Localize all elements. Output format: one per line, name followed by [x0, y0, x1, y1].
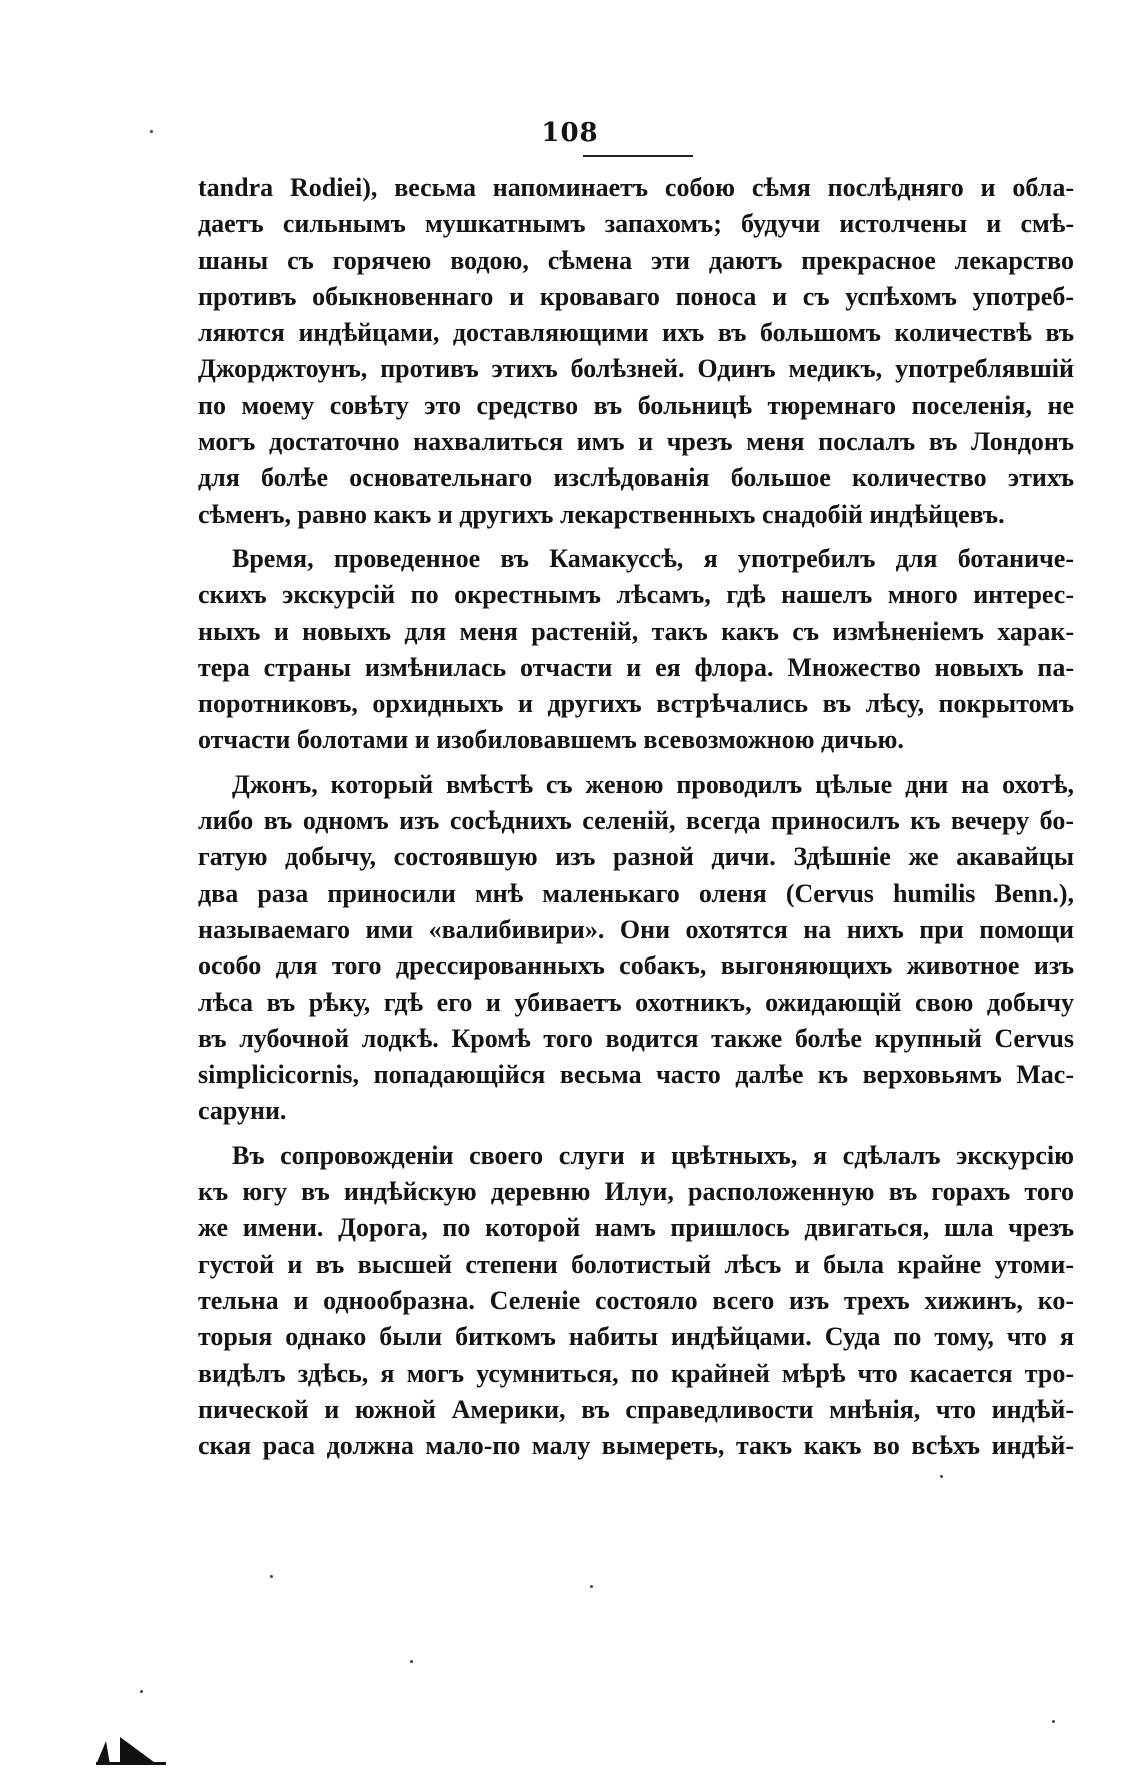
text-line: саруни. [198, 1096, 287, 1126]
text-line: торыя однако были биткомъ набиты индѣйцами. Суда по тому, что я [198, 1322, 1074, 1352]
text-line: сѣменъ, равно какъ и другихъ лекарственныхъ снадобій индѣйцевъ. [198, 499, 1005, 529]
header-rule [583, 155, 693, 157]
text-line: тельна и однообразна. Селеніе состояло всего изъ трехъ хижинъ, ко- [198, 1285, 1074, 1315]
text-line: simplicicornis, попадающійся весьма часто далѣе къ верховьямъ Мас- [198, 1060, 1074, 1090]
text-line: по моему совѣту это средство въ больницѣ тюремнаго поселенія, не [198, 390, 1074, 420]
text-line: же имени. Дорога, по которой намъ пришлось двигаться, шла чрезъ [198, 1213, 1074, 1243]
scan-speck [940, 1475, 943, 1478]
text-line: либо въ одномъ изъ сосѣднихъ селеній, всегда приносилъ къ вечеру бо- [198, 806, 1074, 836]
text-line: противъ обыкновеннаго и кроваваго поноса и съ успѣхомъ употреб- [198, 281, 1074, 311]
text-line: скихъ экскурсій по окрестнымъ лѣсамъ, гдѣ нашелъ много интерес- [198, 580, 1074, 610]
text-line: Джорджтоунъ, противъ этихъ болѣзней. Одинъ медикъ, употреблявшій [198, 354, 1074, 384]
text-line: для болѣе основательнаго изслѣдованія большое количество этихъ [198, 463, 1074, 493]
text-line: къ югу въ индѣйскую деревню Илуи, расположенную въ горахъ того [198, 1177, 1074, 1207]
text-line: ская раса должна мало-по малу вымереть, такъ какъ во всѣхъ индѣй- [198, 1431, 1074, 1461]
scan-corner-mark [96, 1735, 191, 1765]
scan-speck [590, 1585, 593, 1588]
text-line: шаны съ горячею водою, сѣмена эти даютъ прекрасное лекарство [198, 245, 1074, 275]
text-line: пической и южной Америки, въ справедливости мнѣнія, что индѣй- [198, 1394, 1074, 1424]
text-line: густой и въ высшей степени болотистый лѣсъ и была крайне утоми- [198, 1249, 1074, 1279]
text-line: въ лубочной лодкѣ. Кромѣ того водится также болѣе крупный Cervus [198, 1023, 1074, 1053]
scan-speck [1052, 1720, 1055, 1723]
text-line: tandra Rodiei), весьма напоминаетъ собою сѣмя послѣдняго и обла- [198, 173, 1074, 202]
body-text [198, 170, 1074, 1464]
page-number: 108 [541, 118, 599, 148]
text-line: особо для того дрессированныхъ собакъ, выгоняющихъ животное изъ [198, 951, 1074, 981]
scan-speck [150, 130, 153, 133]
text-line: называемаго ими «валибивири». Они охотятся на нихъ при помощи [198, 914, 1074, 944]
paragraph [198, 1138, 1074, 1465]
scan-speck [140, 1690, 143, 1693]
scan-speck [410, 1660, 413, 1663]
text-line: ныхъ и новыхъ для меня растеній, такъ какъ съ измѣненіемъ харак- [198, 616, 1074, 646]
paragraph-gap [198, 533, 1074, 541]
text-line: тера страны измѣнилась отчасти и ея флора. Множество новыхъ па- [198, 652, 1074, 682]
text-line: Джонъ, который вмѣстѣ съ женою проводилъ цѣлые дни на охотѣ, [232, 769, 1074, 799]
text-line: могъ достаточно нахвалиться имъ и чрезъ меня послалъ въ Лондонъ [198, 427, 1074, 457]
text-line: Время, проведенное въ Камакуссѣ, я употребилъ для ботаниче- [232, 543, 1074, 573]
text-line: ляются индѣйцами, доставляющими ихъ въ большомъ количествѣ въ [198, 318, 1074, 348]
paragraph-gap [198, 1130, 1074, 1138]
paragraph [198, 170, 1074, 533]
paragraph [198, 767, 1074, 1130]
text-line: поротниковъ, орхидныхъ и другихъ встрѣчались въ лѣсу, покрытомъ [198, 689, 1074, 719]
paragraph [198, 541, 1074, 759]
paragraph-gap [198, 759, 1074, 767]
text-line: гатую добычу, состоявшую изъ разной дичи. Здѣшніе же акавайцы [198, 842, 1074, 872]
text-line: лѣса въ рѣку, гдѣ его и убиваетъ охотникъ, ожидающій свою добычу [198, 987, 1074, 1017]
text-line: видѣлъ здѣсь, я могъ усумниться, по крайней мѣрѣ что касается тро- [198, 1358, 1074, 1388]
scan-speck [270, 1575, 273, 1578]
text-line: отчасти болотами и изобиловавшемъ всевозможною дичью. [198, 725, 904, 755]
text-line: даетъ сильнымъ мушкатнымъ запахомъ; будучи истолчены и смѣ- [198, 209, 1074, 239]
text-line: два раза приносили мнѣ маленькаго оленя (Cervus humilis Benn.), [198, 878, 1074, 908]
text-line: Въ сопровожденіи своего слуги и цвѣтныхъ, я сдѣлалъ экскурсію [232, 1140, 1074, 1170]
